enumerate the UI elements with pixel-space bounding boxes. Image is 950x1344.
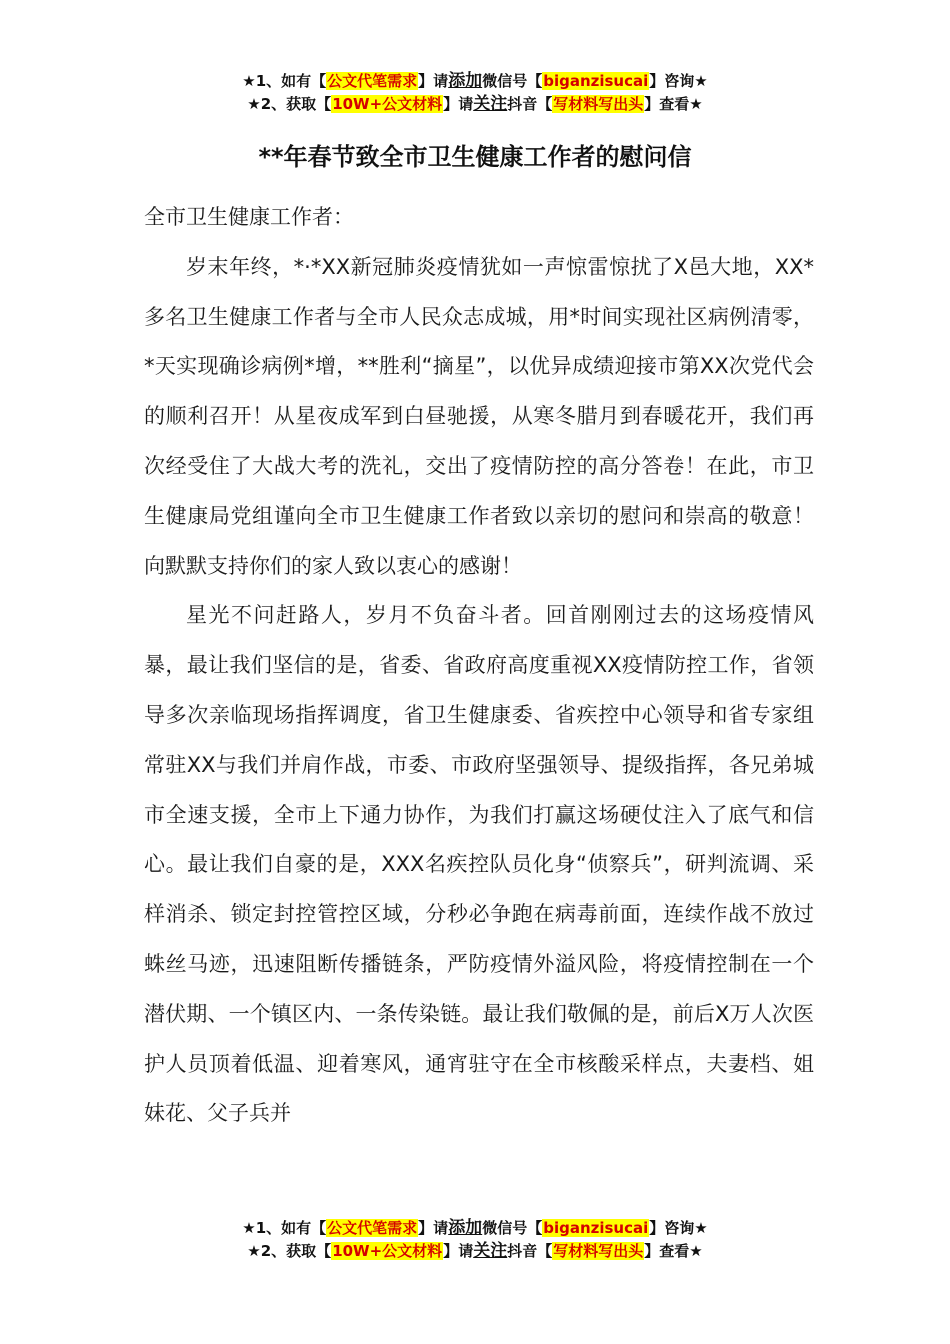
banner-highlight: biganzisucai	[543, 1219, 649, 1237]
banner-emphasis: 添加	[448, 71, 483, 91]
banner-text: ★2、获取【	[247, 1242, 332, 1260]
paragraph: 星光不问赶路人，岁月不负奋斗者。回首刚刚过去的这场疫情风暴，最让我们坚信的是，省委、省政府高度重视XX疫情防控工作，省领导多次亲临现场指挥调度，省卫生健康委、省疾控中心领导和省专家组常驻XX与我们并肩作战，市委、市政府坚强领导、提级指挥，各兄弟城市全速支援，全市上下通力协作，为我们打赢这场硬仗注入了底气和信心。最让我们自豪的是，XXX名疾控队员化身“侦察兵”，研判流调、采样消杀、锁定封控管控区域，分秒必争跑在病毒前面，连续作战不放过蛛丝马迹，迅速阻断传播链条，严防疫情外溢风险，将疫情控制在一个潜伏期、一个镇区内、一条传染链。最让我们敬佩的是，前后X万人次医护人员顶着低温、迎着寒风，通宵驻守在全市核酸采样点，夫妻档、姐妹花、父子兵并	[144, 603, 814, 1126]
banner-line-2	[0, 1240, 950, 1263]
banner-text: ★2、获取【	[247, 95, 332, 113]
banner-text: 】咨询★	[649, 72, 708, 90]
banner-highlight: 写材料写出头	[553, 95, 644, 113]
banner-emphasis: 关注	[473, 94, 508, 114]
banner-highlight: 写材料写出头	[553, 1242, 644, 1260]
document-title: **年春节致全市卫生健康工作者的慰问信	[258, 143, 692, 171]
banner-text: 】查看★	[644, 95, 703, 113]
banner-line-1	[0, 1217, 950, 1240]
banner-emphasis: 添加	[448, 1218, 483, 1238]
banner-text: ★1、如有【	[242, 72, 327, 90]
banner-text: 】查看★	[644, 1242, 703, 1260]
banner-text: ★1、如有【	[242, 1219, 327, 1237]
banner-text: 微信号【	[482, 72, 543, 90]
banner-highlight: 公文代笔需求	[327, 1219, 418, 1237]
banner-text: 抖音【	[507, 95, 553, 113]
banner-highlight: 公文代笔需求	[327, 72, 418, 90]
banner-highlight: 10W+公文材料	[332, 95, 443, 113]
banner-text: 】请	[418, 1219, 449, 1237]
banner-text: 】咨询★	[649, 1219, 708, 1237]
banner-emphasis: 关注	[473, 1241, 508, 1261]
banner-text: 】请	[443, 1242, 474, 1260]
banner-text: 微信号【	[482, 1219, 543, 1237]
paragraph: 岁末年终，*·*XX新冠肺炎疫情犹如一声惊雷惊扰了X邑大地，XX*多名卫生健康工作者与全市人民众志成城，用*时间实现社区病例清零，*天实现确诊病例*增，**胜利“摘星”，以优异成绩迎接市第XX次党代会的顺利召开！从星夜成军到白昼驰援，从寒冬腊月到春暖花开，我们再次经受住了大战大考的洗礼，交出了疫情防控的高分答卷！在此，市卫生健康局党组谨向全市卫生健康工作者致以亲切的慰问和崇高的敬意！向默默支持你们的家人致以衷心的感谢！	[144, 254, 814, 578]
footer-banner	[0, 1217, 950, 1263]
banner-highlight: biganzisucai	[543, 72, 649, 90]
banner-highlight: 10W+公文材料	[332, 1242, 443, 1260]
document-body	[144, 193, 814, 1139]
banner-text: 】请	[443, 95, 474, 113]
salutation: 全市卫生健康工作者：	[144, 205, 354, 229]
banner-line-1	[0, 70, 950, 93]
banner-line-2	[0, 93, 950, 116]
banner-text: 抖音【	[507, 1242, 553, 1260]
banner-text: 】请	[418, 72, 449, 90]
header-banner	[0, 70, 950, 116]
